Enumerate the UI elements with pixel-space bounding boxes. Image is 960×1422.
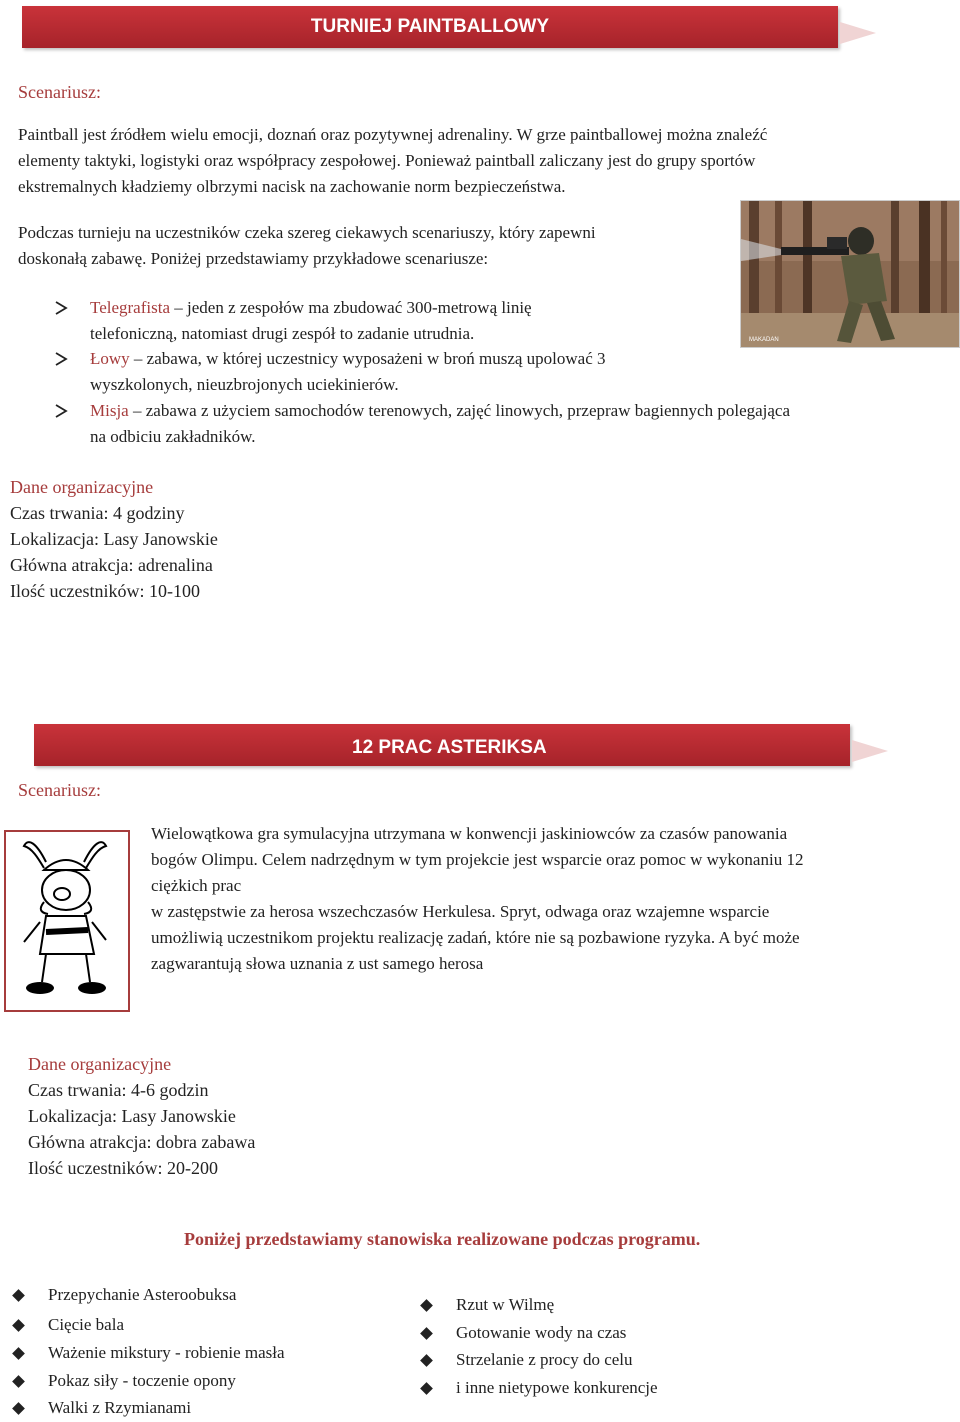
stations-heading: Poniżej przedstawiamy stanowiska realizowane podczas programu. (184, 1229, 701, 1249)
org-data-title: Dane organizacyjne (10, 477, 154, 497)
station-item: Pokaz siły - toczenie opony (48, 1367, 236, 1395)
station-item: Gotowanie wody na czas (456, 1319, 626, 1347)
station-item: Przepychanie Asteroobuksa (48, 1281, 236, 1309)
arrow-bullet-icon (54, 301, 68, 315)
section1-banner-title: TURNIEJ PAINTBALLOWY (310, 16, 550, 37)
diamond-bullet-icon (420, 1299, 433, 1312)
station-item: Walki z Rzymianami (48, 1394, 191, 1422)
scenario-item: Misja – zabawa z użyciem samochodów terenowych, zajęć linowych, przepraw bagiennych polegająca na odbiciu zakładników. (90, 398, 790, 450)
scenario-item: Łowy – zabawa, w której uczestnicy wyposażeni w broń muszą upolować 3 wyszkolonych, nieuzbrojonych uciekinierów. (90, 346, 606, 398)
diamond-bullet-icon (420, 1354, 433, 1367)
scenario-item: Telegrafista – jeden z zespołów ma zbudować 300-metrową linię telefoniczną, natomiast drugi zespół to zadanie utrudnia. (90, 295, 532, 347)
org-data-title: Dane organizacyjne (28, 1054, 172, 1074)
asterix-illustration (4, 830, 130, 1012)
photo-caption: MAKADAN (749, 337, 779, 343)
section1-paragraph1: Paintball jest źródłem wielu emocji, doznań oraz pozytywnej adrenaliny. W grze paintballowej można znaleźć elementy taktyki, logistyki oraz współpracy zespołowej. Ponieważ paintball zaliczany jest do grupy sportów ekstremalnych kładziemy olbrzymi nacisk na zachowanie norm bezpieczeństwa. (18, 125, 768, 196)
banner-tail-decoration (852, 740, 888, 762)
section1-paragraph2: Podczas turnieju na uczestników czeka szereg ciekawych scenariuszy, który zapewni doskonałą zabawę. Poniżej przedstawiamy przykładowe scenariusze: (18, 223, 596, 268)
section2-banner-title: 12 PRAC ASTERIKSA (352, 737, 547, 758)
section2-org-data: Dane organizacyjne Czas trwania: 4-6 godzin Lokalizacja: Lasy Janowskie Główna atrakcja: dobra zabawa Ilość uczestników: 20-200 (28, 1051, 255, 1181)
arrow-bullet-icon (54, 352, 68, 366)
station-item: Strzelanie z procy do celu (456, 1346, 633, 1374)
section1-banner (22, 6, 838, 48)
diamond-bullet-icon (12, 1289, 25, 1302)
station-item: Rzut w Wilmę (456, 1291, 554, 1319)
diamond-bullet-icon (12, 1319, 25, 1332)
station-item: Cięcie bala (48, 1311, 124, 1339)
diamond-bullet-icon (12, 1347, 25, 1360)
section1-org-data: Dane organizacyjne Czas trwania: 4 godziny Lokalizacja: Lasy Janowskie Główna atrakcja: adrenalina Ilość uczestników: 10-100 (10, 474, 218, 604)
station-item: Ważenie mikstury - robienie masła (48, 1339, 285, 1367)
section2-paragraph: Wielowątkowa gra symulacyjna utrzymana w konwencji jaskiniowców za czasów panowania bogów Olimpu. Celem nadrzędnym w tym projekcie jest wsparcie oraz pomoc w wykonaniu 12 ciężkich prac w zastępstwie za herosa wszechczasów Herkulesa. Spryt, odwaga oraz wzajemne wsparcie umożliwią uczestnikom projektu realizację zadań, które nie są pozbawione ryzyka. A być może zagwarantują słowa uznania z ust samego herosa (151, 824, 804, 973)
section2-scenario-label: Scenariusz: (18, 780, 101, 800)
paintball-player-photo (740, 200, 960, 348)
diamond-bullet-icon (12, 1375, 25, 1388)
diamond-bullet-icon (420, 1327, 433, 1340)
station-item: i inne nietypowe konkurencje (456, 1374, 658, 1402)
diamond-bullet-icon (12, 1402, 25, 1415)
section2-banner (34, 724, 850, 766)
section1-scenario-label: Scenariusz: (18, 82, 101, 102)
diamond-bullet-icon (420, 1382, 433, 1395)
arrow-bullet-icon (54, 404, 68, 418)
banner-tail-decoration (840, 22, 876, 44)
